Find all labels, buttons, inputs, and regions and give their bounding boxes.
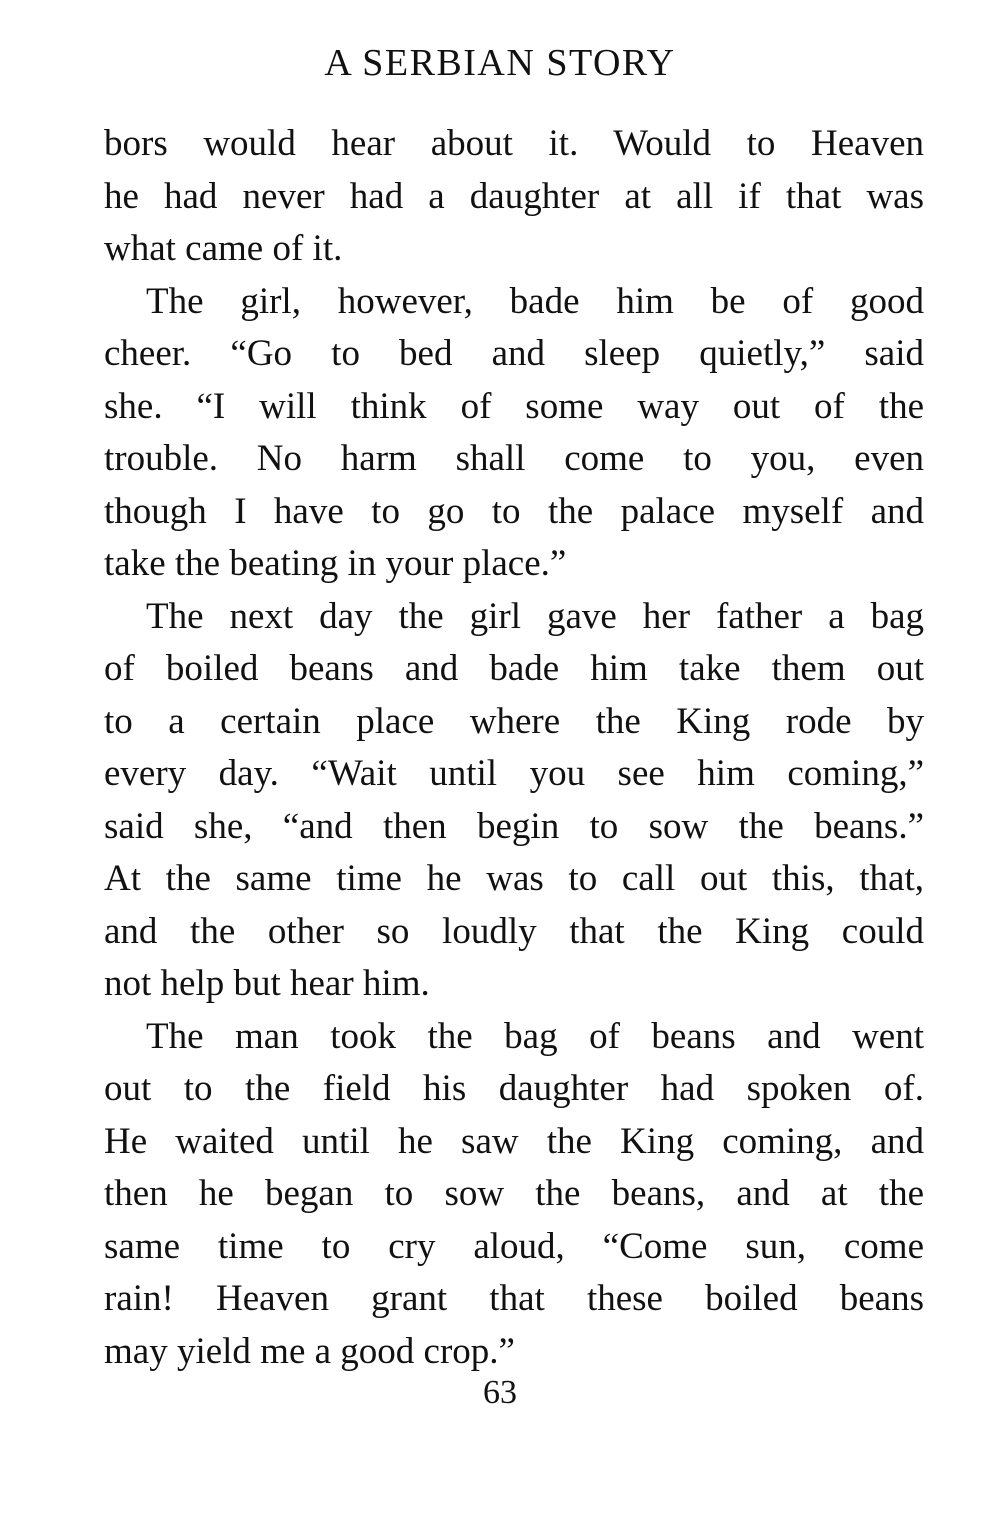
text-line: out to the field his daughter had spoken of.	[104, 1068, 924, 1109]
text-line: bors would hear about it. Would to Heaven	[104, 123, 924, 164]
paragraph	[104, 1011, 924, 1379]
text-line: every day. “Wait until you see him coming,”	[104, 753, 924, 794]
text-line: said she, “and then begin to sow the beans.”	[104, 805, 924, 847]
text-line: of boiled beans and bade him take them out	[104, 648, 924, 689]
text-line: what came of it.	[104, 228, 343, 269]
text-line: At the same time he was to call out this, that,	[104, 858, 924, 899]
text-line: The next day the girl gave her father a bag	[146, 595, 924, 637]
text-line: to a certain place where the King rode by	[104, 700, 924, 742]
text-line: may yield me a good crop.”	[104, 1330, 515, 1372]
text-line: The girl, however, bade him be of good	[146, 280, 924, 322]
text-line: though I have to go to the palace myself and	[104, 490, 924, 532]
text-line: then he began to sow the beans, and at the	[104, 1173, 924, 1214]
text-line: not help but hear him.	[104, 963, 430, 1004]
text-line: take the beating in your place.”	[104, 543, 567, 584]
text-line: The man took the bag of beans and went	[146, 1015, 924, 1057]
text-line: trouble. No harm shall come to you, even	[104, 438, 924, 479]
text-line: cheer. “Go to bed and sleep quietly,” said	[104, 333, 924, 374]
text-line: she. “I will think of some way out of the	[104, 385, 924, 427]
paragraph	[104, 591, 924, 1011]
text-line: same time to cry aloud, “Come sun, come	[104, 1225, 924, 1267]
body-text	[104, 118, 924, 1378]
running-head: A SERBIAN STORY	[324, 42, 676, 84]
paragraph	[104, 276, 924, 591]
text-line: he had never had a daughter at all if that was	[104, 175, 924, 217]
text-line: He waited until he saw the King coming, and	[104, 1120, 924, 1162]
text-line: and the other so loudly that the King could	[104, 910, 924, 952]
text-line: rain! Heaven grant that these boiled beans	[104, 1278, 924, 1319]
page-number: 63	[483, 1374, 517, 1411]
paragraph	[104, 118, 924, 276]
